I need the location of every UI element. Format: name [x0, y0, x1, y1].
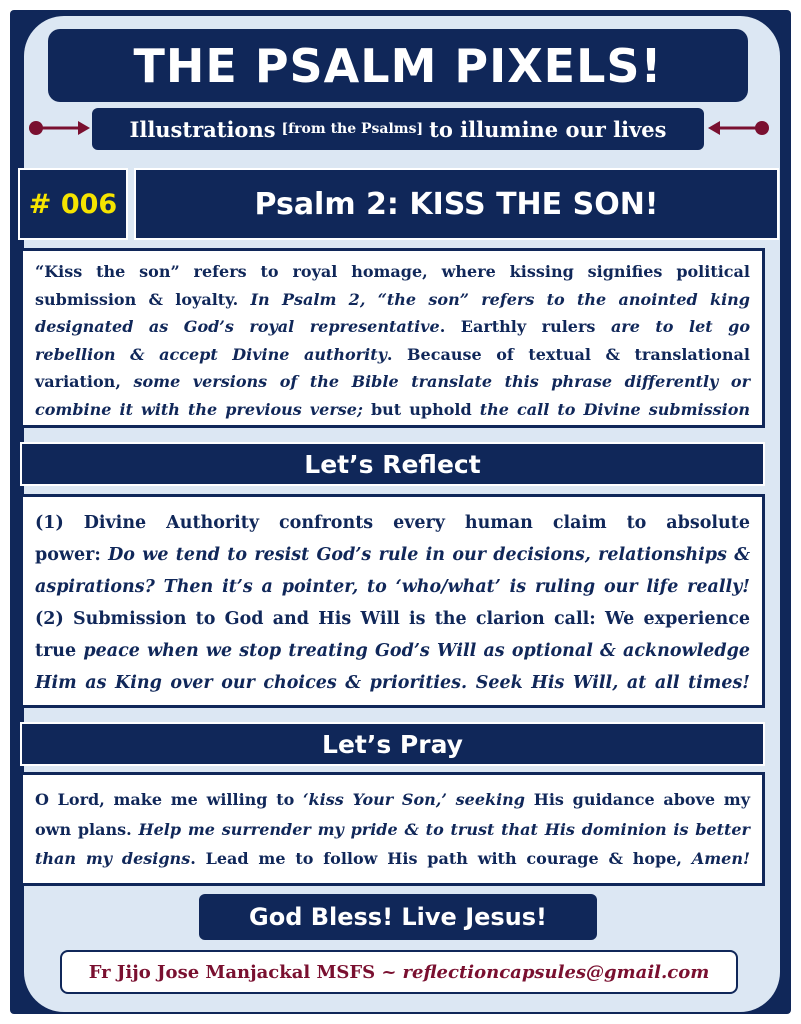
subtitle-main: Illustrations — [129, 116, 276, 142]
footer-credit — [60, 950, 738, 994]
intro-line: variation, some versions of the Bible translate this phrase differently or — [35, 372, 751, 391]
prayer-line: O Lord, make me willing to ‘kiss Your Son,’ seeking His guidance above my — [35, 790, 750, 809]
author-name: Fr Jijo Jose Manjackal MSFS ~ — [88, 961, 397, 983]
intro-line: submission & loyalty. In Psalm 2, “the son” refers to the anointed king — [35, 289, 750, 309]
closing-blessing: God Bless! Live Jesus! — [199, 894, 597, 940]
psalm-heading: Psalm 2: KISS THE SON! — [134, 168, 779, 240]
intro-line: rebellion & accept Divine authority. Because of textual & translational — [35, 344, 751, 364]
subtitle-banner — [92, 108, 704, 150]
author-email: reflectioncapsules@gmail.com — [402, 961, 710, 983]
episode-number: # 006 — [18, 168, 128, 240]
reflect-line: true peace when we stop treating God’s Will as optional & acknowledge — [35, 641, 751, 661]
prayer-line: than my designs. Lead me to follow His path with courage & hope, Amen! — [35, 849, 751, 868]
page-title: THE PSALM PIXELS! — [48, 29, 748, 102]
prayer-text — [20, 772, 765, 886]
intro-line: “Kiss the son” refers to royal homage, where kissing signifies political — [35, 262, 750, 281]
reflect-line: Him as King over our choices & priorities. Seek His Will, at all times! — [35, 673, 750, 693]
reflect-line: aspirations? Then it’s a pointer, to ‘who/what’ is ruling our life really! — [35, 577, 750, 597]
reflect-heading: Let’s Reflect — [20, 442, 765, 486]
intro-line: combine it with the previous verse; but uphold the call to Divine submission — [35, 399, 751, 419]
reflect-text — [20, 494, 765, 708]
intro-line: designated as God’s royal representative. Earthly rulers are to let go — [35, 317, 751, 336]
subtitle-small: [from the Psalms] — [281, 121, 424, 137]
arrow-right-icon — [26, 117, 94, 139]
reflect-line: (2) Submission to God and His Will is the clarion call: We experience — [35, 609, 750, 629]
pray-heading: Let’s Pray — [20, 722, 765, 766]
subtitle-end: to illumine our lives — [429, 116, 667, 142]
arrow-left-icon — [704, 117, 772, 139]
intro-text — [20, 248, 765, 428]
reflect-line: power: Do we tend to resist God’s rule in our decisions, relationships & — [35, 545, 750, 565]
reflect-line: (1) Divine Authority confronts every human claim to absolute — [35, 513, 750, 533]
prayer-line: own plans. Help me surrender my pride & to trust that His dominion is better — [35, 819, 750, 839]
